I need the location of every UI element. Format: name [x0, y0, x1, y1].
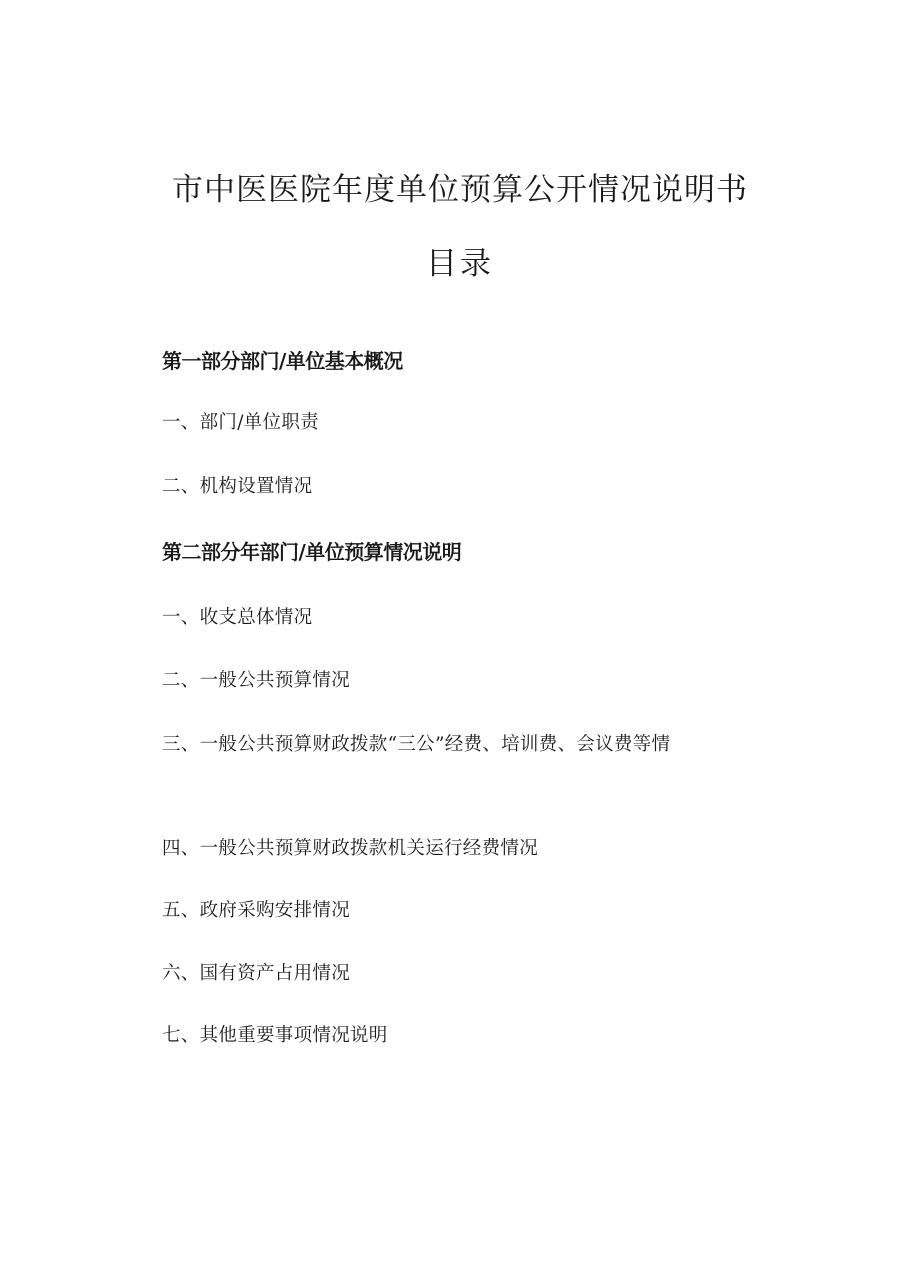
- toc-part-2-title: 第二部分年部门/单位预算情况说明: [162, 540, 462, 564]
- toc-item: 二、一般公共预算情况: [162, 670, 351, 691]
- toc-item: 五、政府采购安排情况: [162, 900, 351, 921]
- toc-item: 三、一般公共预算财政拨款“三公”经费、培训费、会议费等情: [162, 734, 671, 755]
- toc-item: 二、机构设置情况: [162, 476, 313, 497]
- toc-item: 六、国有资产占用情况: [162, 963, 351, 984]
- toc-item: 一、部门/单位职责: [162, 412, 319, 433]
- toc-heading: 目录: [426, 246, 494, 282]
- toc-item: 七、其他重要事项情况说明: [162, 1025, 388, 1046]
- document-title: 市中医医院年度单位预算公开情况说明书: [172, 172, 748, 208]
- toc-item: 四、一般公共预算财政拨款机关运行经费情况: [162, 838, 539, 859]
- toc-part-1-title: 第一部分部门/单位基本概况: [162, 349, 403, 373]
- toc-item: 一、收支总体情况: [162, 607, 313, 628]
